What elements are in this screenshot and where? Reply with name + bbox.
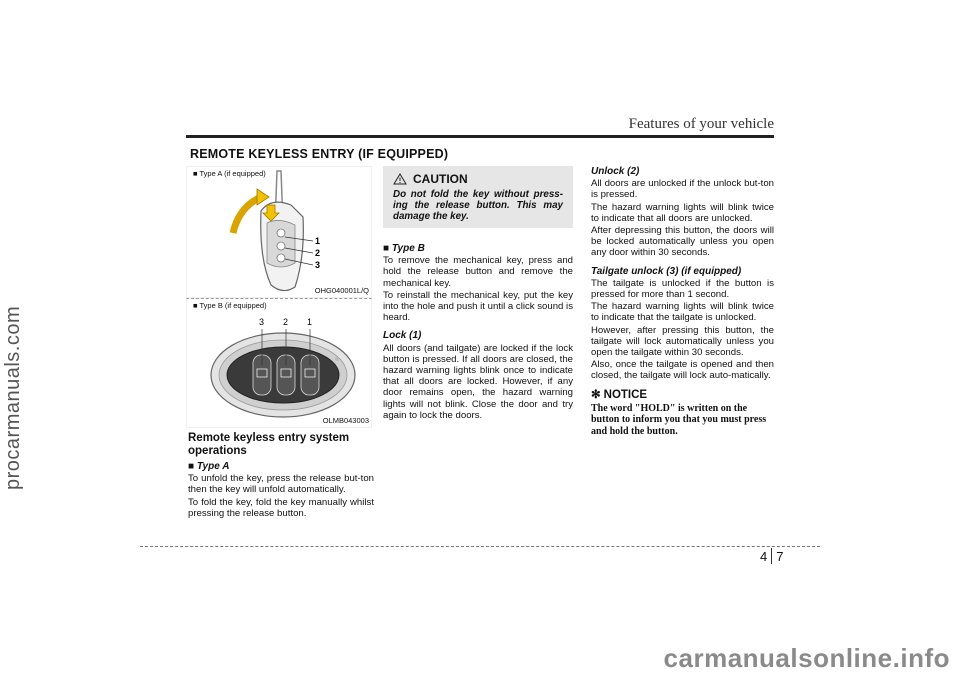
type-b-heading: ■ Type B <box>383 243 425 254</box>
footer-rule <box>140 546 820 547</box>
section-title: REMOTE KEYLESS ENTRY (IF EQUIPPED) <box>190 147 449 161</box>
tailgate-heading: Tailgate unlock (3) (if equipped) <box>591 265 742 277</box>
figure-type-b <box>186 298 372 428</box>
figure-code: OHG040001L/Q <box>314 286 369 295</box>
unlock-paragraph-3: After depressing this button, the doors will be locked automatically unless you open any door within 30 seconds. <box>591 225 774 259</box>
key-fob-type-a-illustration <box>187 167 373 299</box>
caution-title: CAUTION <box>413 172 468 186</box>
page-number <box>760 548 783 564</box>
lock-heading: Lock (1) <box>383 330 422 342</box>
remove-key-paragraph: To remove the mechanical key, press and hold the release button and remove the mechanical key. <box>383 255 573 289</box>
caution-text: Do not fold the key without press-ing the release button. This may damage the key. <box>393 189 563 222</box>
fold-paragraph: To fold the key, fold the key manually whilst pressing the release button. <box>188 496 374 519</box>
tailgate-paragraph-1: The tailgate is unlocked if the button is pressed for more than 1 second. <box>591 277 774 301</box>
type-a-heading: ■ Type A <box>188 461 230 472</box>
figure-caption: ■ Type B (if equipped) <box>193 301 267 310</box>
watermark-carmanualsonline: carmanualsonline.info <box>663 643 950 673</box>
watermark-procarmanuals: procarmanuals.com <box>2 305 24 490</box>
operations-heading: Remote keyless entry system operations <box>188 432 350 457</box>
reinstall-key-paragraph: To reinstall the mechanical key, put the key into the hole and push it until a click sound is heard. <box>383 289 573 324</box>
callout-2: 2 <box>283 317 289 327</box>
tailgate-paragraph-2: The hazard warning lights will blink twice to indicate that the tailgate is unlocked. <box>591 301 774 324</box>
tailgate-paragraph-3: However, after pressing this button, the tailgate will lock automatically unless you open the tailgate within 30 seconds. <box>591 324 774 359</box>
callout-2: 2 <box>315 248 321 258</box>
page-number-separator <box>771 548 772 564</box>
callout-3: 3 <box>315 260 321 270</box>
figure-type-a <box>186 166 372 298</box>
figure-code: OLMB043003 <box>322 416 369 425</box>
callout-1: 1 <box>315 236 321 246</box>
middle-column <box>383 243 573 422</box>
unlock-heading: Unlock (2) <box>591 166 640 177</box>
callout-3: 3 <box>259 317 265 327</box>
chapter-number: 4 <box>760 548 768 564</box>
left-column <box>188 432 374 520</box>
unfold-paragraph: To unfold the key, press the release but-ton then the key will unfold automatically. <box>188 473 374 496</box>
notice-heading <box>591 390 774 401</box>
unlock-paragraph-1: All doors are unlocked if the unlock but-ton is pressed. <box>591 178 774 201</box>
warning-triangle-icon <box>393 173 407 185</box>
lock-paragraph: All doors (and tailgate) are locked if the lock button is pressed. If all doors are closed, the hazard warning lights blink once to indicate that all doors are locked. However, if any door remains open, the hazard warning lights will not blink. Close the door and try again to lock the doors. <box>383 342 573 421</box>
tailgate-paragraph-4: Also, once the tailgate is opened and then closed, the tailgate will lock auto-matically. <box>591 359 774 382</box>
header-rule <box>186 135 774 138</box>
smart-key-type-b-illustration <box>187 299 373 429</box>
page-number-value: 7 <box>776 548 784 564</box>
notice-star-icon: ✻ <box>591 388 601 401</box>
page-header-title: Features of your vehicle <box>628 116 774 132</box>
right-column <box>591 166 774 438</box>
notice-title: NOTICE <box>603 388 648 401</box>
figure-caption: ■ Type A (if equipped) <box>193 169 266 178</box>
unlock-paragraph-2: The hazard warning lights will blink twice to indicate that all doors are unlocked. <box>591 201 774 224</box>
callout-1: 1 <box>307 317 313 327</box>
notice-text: The word "HOLD" is written on the button to inform you that you must press and hold the button. <box>591 402 767 438</box>
caution-box <box>383 166 573 228</box>
